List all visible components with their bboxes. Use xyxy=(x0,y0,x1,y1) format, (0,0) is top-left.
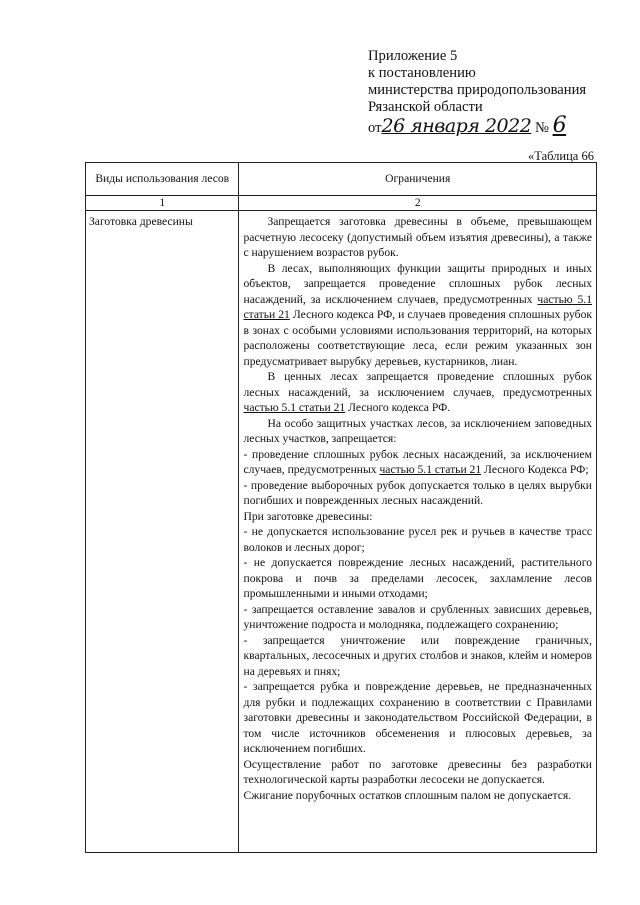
handwritten-number: 6 xyxy=(552,113,567,138)
text: В лесах, выполняющих функции защиты природных и иных объектов, запрещается проведение сплошных рубок лесных насаждений, за исключением случаев, предусмотренных xyxy=(243,261,592,306)
text: Лесного кодекса РФ, и случаев проведения сплошных рубок в зонах с особыми условиями использования территорий, на которых расположены соответствующие леса, если режим указанных зон предусматривает вырубку деревьев, кустарников, лиан. xyxy=(243,308,592,368)
paragraph-burning: Сжигание порубочных остатков сплошным палом не допускается. xyxy=(243,788,572,802)
law-reference-link[interactable]: частью 5.1 статьи 21 xyxy=(379,463,482,476)
restrictions-cell xyxy=(239,211,597,853)
paragraph-volume: Запрещается заготовка древесины в объеме, превышающем расчетную лесосеку (допустимый объем изъятия древесины), а также с нарушением возрастов рубок. xyxy=(243,215,592,259)
table-row xyxy=(86,211,597,853)
appendix-label: Приложение 5 xyxy=(368,48,458,64)
paragraph-special-areas: На особо защитных участках лесов, за исключением заповедных лесных участков, запрещается: xyxy=(243,416,592,445)
table-caption: «Таблица 66 xyxy=(528,149,594,163)
region-label: Рязанской области xyxy=(368,99,483,115)
paragraph-harvesting: При заготовке древесины: xyxy=(243,509,373,523)
law-reference-link[interactable]: частью 5.1 статьи 21 xyxy=(243,292,592,321)
text: - проведение сплошных рубок лесных насаждений, за исключением случаев, предусмотренных xyxy=(243,447,592,476)
list-item-clear-cut xyxy=(243,447,592,478)
list-item-selective-cut: - проведение выборочных рубок допускается только в целях вырубки погибших и поврежденных лесных насаждений. xyxy=(243,478,592,507)
text: Лесного Кодекса РФ; xyxy=(481,463,589,476)
table-header-row xyxy=(86,163,597,196)
list-item-debris: - запрещается оставление завалов и срубленных зависших деревьев, уничтожение подроста и молодняка, подлежащего сохранению; xyxy=(243,602,592,631)
list-item-damage: - не допускается повреждение лесных насаждений, растительного покрова и почв за пределами лесосек, захламление лесов промышленными и иными отходами; xyxy=(243,556,592,600)
date-prefix: от xyxy=(368,120,382,136)
paragraph-tech-map: Осуществление работ по заготовке древесины без разработки технологической карты разработки лесосеки не допускается. xyxy=(243,757,592,786)
col2-header: Ограничения xyxy=(239,163,597,196)
table-number-row xyxy=(86,196,597,211)
date-line xyxy=(368,113,628,138)
usage-type-cell: Заготовка древесины xyxy=(86,211,239,853)
list-item-trees: - запрещается рубка и повреждение деревьев, не предназначенных для рубки и подлежащих сохранению в соответствии с Правилами заготовки древесины и законодательством Российской Федерации, в том числе источников обсеменения и плюсовых деревьев, за исключением погибших. xyxy=(243,680,592,755)
list-item-rivers: - не допускается использование русел рек и ручьев в качестве трасс волоков и лесных дорог; xyxy=(243,525,592,554)
handwritten-date: 26 января 2022 xyxy=(381,115,532,137)
ministry-label: министерства природопользования xyxy=(368,82,587,98)
restrictions-table xyxy=(85,162,597,853)
document-header xyxy=(368,48,628,137)
text: Лесного кодекса РФ. xyxy=(345,401,451,414)
law-reference-link[interactable]: частью 5.1 статьи 21 xyxy=(243,401,346,414)
paragraph-protective-forests xyxy=(243,261,592,370)
resolution-label: к постановлению xyxy=(368,65,476,81)
col1-number: 1 xyxy=(86,196,239,211)
number-prefix: № xyxy=(534,120,549,136)
list-item-markers: - запрещается уничтожение или повреждение граничных, квартальных, лесосечных и других столбов и знаков, клейм и номеров на деревьях и пнях; xyxy=(243,633,592,678)
paragraph-valuable-forests xyxy=(243,369,592,416)
col1-header: Виды использования лесов xyxy=(86,163,239,196)
col2-number: 2 xyxy=(239,196,597,211)
text: В ценных лесах запрещается проведение сплошных рубок лесных насаждений, за исключением случаев, предусмотренных xyxy=(243,370,592,399)
